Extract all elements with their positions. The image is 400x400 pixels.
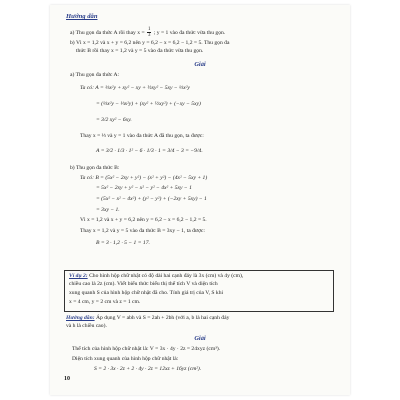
solution-a-line2: = (⅓x²y − ⅓x²y) + (xy² + ½xy²) + (−xy − 5xy) — [96, 101, 201, 107]
guide2-line1-text: Áp dụng V = abh và S = 2ah + 2bh (với a, b là hai cạnh đáy — [94, 315, 230, 321]
solution2-heading: Giải — [194, 335, 206, 342]
solution2-line1: Thể tích của hình hộp chữ nhật là: V = 3x · 4y · 2z = 24xyz (cm³). — [72, 346, 221, 352]
solution-heading: Giải — [194, 61, 206, 68]
solution-b-line7: B = 3 · 1,2 · 5 − 1 = 17. — [96, 240, 150, 246]
guide-a-fraction: $\frac{1}{3}$ — [148, 27, 151, 38]
guide2-line2: và h là chiều cao). — [66, 323, 107, 329]
solution-b-line4: = 3xy − 1. — [96, 207, 120, 213]
solution2-line2: Diện tích xung quanh của hình hộp chữ nhật là: — [72, 356, 179, 362]
solution2-line3: S = 2 · 3x · 2z + 2 · 4y · 2z = 12xz + 16yz (cm²). — [94, 366, 202, 372]
guide-a-suffix: ; y = 1 vào đa thức vừa thu gọn. — [153, 29, 226, 36]
example-line4: x = 4 cm, y = 2 cm và z = 1 cm. — [69, 299, 141, 305]
example-line1 — [69, 273, 243, 280]
guide-b-line1: b) Vì x = 1,2 và x + y = 6,2 nên y = 6,2 − x = 6,2 − 1,2 = 5. Thu gọn đa — [70, 40, 230, 46]
solution-a-line1: Ta có: A = ⅓x²y + xy² − xy + ½xy² − 5xy − ⅓x²y — [80, 85, 190, 91]
example-label: Ví dụ 2: — [69, 273, 88, 279]
guide-a — [70, 27, 225, 38]
example-box — [64, 270, 334, 312]
guide-b-line2: thức B rồi thay x = 1,2 và y = 5 vào đa thức vừa thu gọn. — [76, 48, 204, 54]
solution-b-line6: Thay x = 1,2 và y = 5 vào đa thức B = 3xy − 1, ta được: — [80, 228, 205, 234]
solution-b-line2: = 5x² − 2xy + y² − x² − y² − 4x² + 5xy − 1 — [96, 185, 192, 191]
solution-b-line3: = (5x² − x² − 4x²) + (y² − y²) + (−2xy + 5xy) − 1 — [96, 196, 207, 202]
example-line3: xung quanh S của hình hộp chữ nhật đã cho. Tính giá trị của V, S khi — [69, 290, 224, 296]
solution-b-line5: Vì x = 1,2 và x + y = 6,2 nên y = 6,2 − x = 6,2 − 1,2 = 5. — [80, 217, 207, 223]
guide-a-prefix: a) Thu gọn đa thức A rồi thay x = — [70, 29, 145, 36]
example-line1-text: Cho hình hộp chữ nhật có độ dài hai cạnh đáy là 3x (cm) và 4y (cm), — [89, 273, 244, 279]
solution-a-line3: = 3/2 xy² − 6xy. — [96, 117, 132, 123]
solution-a-title: a) Thu gọn đa thức A: — [70, 72, 120, 78]
guide-heading: Hướng dẫn — [66, 13, 98, 20]
solution-a-sub-intro: Thay x = ⅓ và y = 1 vào đa thức A đã thu gọn, ta được: — [80, 133, 204, 139]
solution-b-title: b) Thu gọn đa thức B: — [70, 165, 120, 171]
page-number: 10 — [64, 376, 70, 382]
guide2-label: Hướng dẫn: — [66, 315, 95, 321]
solution-b-line1: Ta có: B = (5x² − 2xy + y²) − (x² + y²) − (4x² − 5xy + 1) — [80, 175, 208, 181]
guide2-line1 — [66, 315, 229, 322]
textbook-page — [50, 5, 350, 395]
solution-a-sub-calc: A = 3/2 · 1/3 · 1² − 6 · 1/3 · 1 = 3/4 − 3 = −9/4. — [96, 148, 203, 154]
example-line2: chiều cao là 2z (cm). Viết biểu thức biểu thị thể tích V và diện tích — [69, 281, 218, 287]
